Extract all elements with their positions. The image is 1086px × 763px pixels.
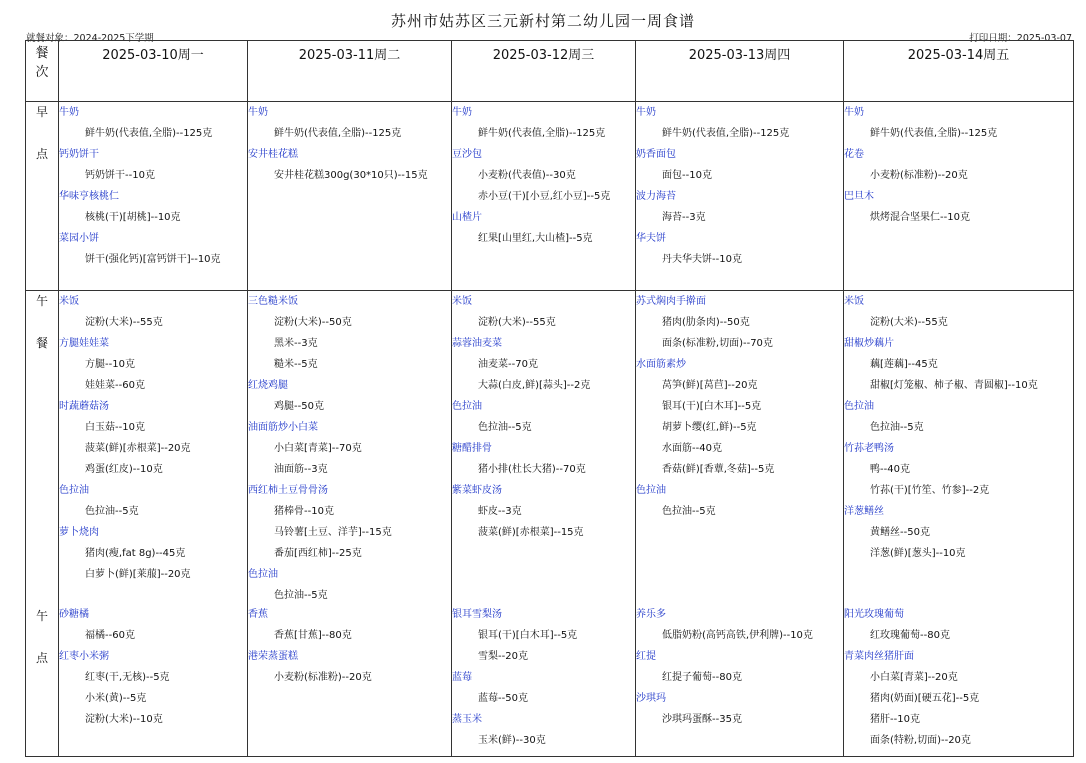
dish-name: 牛奶: [248, 107, 268, 118]
breakfast-row: [26, 102, 1074, 291]
dish-name: 钙奶饼干: [59, 149, 99, 160]
ingredient-line: 番茄[西红柿]--25克: [274, 548, 362, 559]
ingredient-line: 面包--10克: [662, 170, 712, 181]
dish-name: 波力海苔: [636, 191, 676, 202]
ingredient-line: 黄鳝丝--50克: [870, 527, 930, 538]
lunch-menu: [248, 291, 451, 601]
ingredient-line: 烘烤混合坚果仁--10克: [870, 212, 970, 223]
dish-name: 红枣小米粥: [59, 651, 109, 662]
dish-name: 色拉油: [452, 401, 482, 412]
dish-name: 色拉油: [59, 485, 89, 496]
ingredient-line: 莴笋(鲜)[莴苣]--20克: [662, 380, 758, 391]
dish-name: 华味亨核桃仁: [59, 191, 119, 202]
ingredient-line: 鲜牛奶(代表值,全脂)--125克: [478, 128, 606, 139]
ingredient-line: 淀粉(大米)--10克: [85, 714, 163, 725]
ingredient-line: 白玉菇--10克: [85, 422, 145, 433]
dish-name: 色拉油: [636, 485, 666, 496]
category-header-char: 次: [35, 65, 49, 80]
ingredient-line: 小麦粉(标准粉)--20克: [274, 672, 372, 683]
lunch-day-cell: [452, 291, 636, 757]
category-char: 点: [35, 147, 48, 161]
lunch-menu: [452, 291, 635, 589]
afternoon-snack-menu: [59, 604, 247, 730]
afternoon-snack-menu: [452, 604, 635, 751]
dish-name: 米饭: [844, 296, 864, 307]
day-header: 2025-03-11周二: [248, 41, 452, 102]
dish-name: 色拉油: [248, 569, 278, 580]
ingredient-line: 赤小豆(干)[小豆,红小豆]--5克: [478, 191, 611, 202]
lunch-day-cell: [248, 291, 452, 757]
day-header: 2025-03-12周三: [452, 41, 636, 102]
dish-name: 花卷: [844, 149, 864, 160]
dish-name: 豆沙包: [452, 149, 482, 160]
dish-name: 蓝莓: [452, 672, 472, 683]
breakfast-day-cell: [59, 102, 248, 291]
ingredient-line: 海苔--3克: [662, 212, 706, 223]
ingredient-line: 小米(黄)--5克: [85, 693, 147, 704]
dish-name: 安井桂花糕: [248, 149, 298, 160]
dish-name: 蒜蓉油麦菜: [452, 338, 502, 349]
dish-name: 色拉油: [844, 401, 874, 412]
dish-name: 方腿娃娃菜: [59, 338, 109, 349]
ingredient-line: 核桃(干)[胡桃]--10克: [85, 212, 181, 223]
ingredient-line: 钙奶饼干--10克: [85, 170, 155, 181]
dish-name: 牛奶: [844, 107, 864, 118]
ingredient-line: 香菇(鲜)[香蕈,冬菇]--5克: [662, 464, 775, 475]
ingredient-line: 淀粉(大米)--55克: [870, 317, 948, 328]
ingredient-line: 玉米(鲜)--30克: [478, 735, 546, 746]
ingredient-line: 色拉油--5克: [870, 422, 924, 433]
dish-name: 水面筋素炒: [636, 359, 686, 370]
ingredient-line: 小麦粉(标准粉)--20克: [870, 170, 968, 181]
ingredient-line: 面条(标准粉,切面)--70克: [662, 338, 773, 349]
dish-name: 蒸玉米: [452, 714, 482, 725]
ingredient-line: 菠菜(鲜)[赤根菜]--20克: [85, 443, 191, 454]
ingredient-line: 色拉油--5克: [85, 506, 139, 517]
ingredient-line: 面条(特粉,切面)--20克: [870, 735, 971, 746]
dish-name: 阳光玫瑰葡萄: [844, 609, 904, 620]
dish-name: 养乐多: [636, 609, 666, 620]
dish-name: 青菜肉丝猪肝面: [844, 651, 914, 662]
dish-name: 甜椒炒藕片: [844, 338, 894, 349]
ingredient-line: 红果[山里红,大山楂]--5克: [478, 233, 593, 244]
print-date-label: 打印日期：: [969, 33, 1017, 44]
meal-target-value: 2024-2025下学期: [73, 33, 154, 44]
breakfast-day-cell: [844, 102, 1074, 291]
ingredient-line: 小麦粉(代表值)--30克: [478, 170, 576, 181]
ingredient-line: 淀粉(大米)--55克: [85, 317, 163, 328]
breakfast-category-cell: [26, 102, 59, 291]
ingredient-line: 丹夫华夫饼--10克: [662, 254, 742, 265]
meal-target-label: 就餐对象：: [26, 33, 74, 44]
lunch-category-cell: [26, 291, 59, 757]
dish-name: 红提: [636, 651, 656, 662]
ingredient-line: 马铃薯[土豆、洋芋]--15克: [274, 527, 392, 538]
dish-name: 红烧鸡腿: [248, 380, 288, 391]
ingredient-line: 黑米--3克: [274, 338, 318, 349]
dish-name: 港荣蒸蛋糕: [248, 651, 298, 662]
ingredient-line: 雪梨--20克: [478, 651, 528, 662]
ingredient-line: 方腿--10克: [85, 359, 135, 370]
ingredient-line: 猪肉(奶面)[硬五花]--5克: [870, 693, 980, 704]
ingredient-line: 红玫瑰葡萄--80克: [870, 630, 950, 641]
ingredient-line: 鲜牛奶(代表值,全脂)--125克: [85, 128, 213, 139]
ingredient-line: 大蒜(白皮,鲜)[蒜头]--2克: [478, 380, 591, 391]
dish-name: 糖醋排骨: [452, 443, 492, 454]
dish-name: 油面筋炒小白菜: [248, 422, 318, 433]
afternoon-snack-menu: [248, 604, 451, 688]
lunch-day-cell: [844, 291, 1074, 757]
dish-name: 米饭: [59, 296, 79, 307]
ingredient-line: 鸡腿--50克: [274, 401, 324, 412]
lunch-day-cell: [59, 291, 248, 757]
dish-name: 三色糙米饭: [248, 296, 298, 307]
lunch-menu: [59, 291, 247, 589]
dish-name: 银耳雪梨汤: [452, 609, 502, 620]
ingredient-line: 娃娃菜--60克: [85, 380, 145, 391]
ingredient-line: 菠菜(鲜)[赤根菜]--15克: [478, 527, 584, 538]
ingredient-line: 油麦菜--70克: [478, 359, 538, 370]
dish-name: 牛奶: [452, 107, 472, 118]
ingredient-line: 藕[莲藕]--45克: [870, 359, 938, 370]
ingredient-line: 猪棒骨--10克: [274, 506, 334, 517]
ingredient-line: 饼干(强化钙)[富钙饼干]--10克: [85, 254, 221, 265]
afternoon-snack-menu: [636, 604, 843, 730]
ingredient-line: 洋葱(鲜)[葱头]--10克: [870, 548, 966, 559]
ingredient-line: 小白菜[青菜]--70克: [274, 443, 362, 454]
ingredient-line: 鸭--40克: [870, 464, 910, 475]
afternoon-snack-menu: [844, 604, 1073, 751]
category-char: 午: [35, 609, 48, 623]
dish-name: 砂糖橘: [59, 609, 89, 620]
category-char: 点: [35, 651, 48, 665]
breakfast-day-cell: [452, 102, 636, 291]
dish-name: 竹荪老鸭汤: [844, 443, 894, 454]
ingredient-line: 色拉油--5克: [478, 422, 532, 433]
category-header-cell: [26, 41, 59, 102]
ingredient-line: 糙米--5克: [274, 359, 318, 370]
dish-name: 奶香面包: [636, 149, 676, 160]
category-char: 午: [35, 294, 48, 308]
dish-name: 牛奶: [636, 107, 656, 118]
ingredient-line: 虾皮--3克: [478, 506, 522, 517]
lunch-menu: [636, 291, 843, 589]
ingredient-line: 鸡蛋(红皮)--10克: [85, 464, 163, 475]
dish-name: 时蔬蘑菇汤: [59, 401, 109, 412]
day-header: 2025-03-14周五: [844, 41, 1074, 102]
header-row: [26, 41, 1074, 102]
ingredient-line: 蓝莓--50克: [478, 693, 528, 704]
dish-name: 米饭: [452, 296, 472, 307]
page-title: 苏州市姑苏区三元新村第二幼儿园一周食谱: [390, 12, 695, 30]
day-header: 2025-03-13周四: [636, 41, 844, 102]
dish-name: 紫菜虾皮汤: [452, 485, 502, 496]
ingredient-line: 鲜牛奶(代表值,全脂)--125克: [870, 128, 998, 139]
category-char: 早: [35, 105, 48, 119]
dish-name: 山楂片: [452, 212, 482, 223]
ingredient-line: 银耳(干)[白木耳]--5克: [662, 401, 762, 412]
lunch-day-cell: [636, 291, 844, 757]
dish-name: 萝卜烧肉: [59, 527, 99, 538]
ingredient-line: 红枣(干,无核)--5克: [85, 672, 170, 683]
breakfast-day-cell: [248, 102, 452, 291]
ingredient-line: 水面筋--40克: [662, 443, 722, 454]
breakfast-day-cell: [636, 102, 844, 291]
print-date-value: 2025-03-07: [1016, 33, 1072, 44]
dish-name: 西红柿土豆骨骨汤: [248, 485, 328, 496]
ingredient-line: 红提子葡萄--80克: [662, 672, 742, 683]
ingredient-line: 银耳(干)[白木耳]--5克: [478, 630, 578, 641]
ingredient-line: 猪肉(瘦,fat 8g)--45克: [85, 548, 186, 559]
dish-name: 巴旦木: [844, 191, 874, 202]
ingredient-line: 猪肉(肋条肉)--50克: [662, 317, 750, 328]
category-char: 餐: [35, 336, 48, 350]
lunch-menu: [844, 291, 1073, 589]
ingredient-line: 低脂奶粉(高钙高铁,伊利牌)--10克: [662, 630, 813, 641]
ingredient-line: 油面筋--3克: [274, 464, 328, 475]
ingredient-line: 猪小排(杜长大猪)--70克: [478, 464, 586, 475]
dish-name: 牛奶: [59, 107, 79, 118]
ingredient-line: 白萝卜(鲜)[莱菔]--20克: [85, 569, 191, 580]
dish-name: 华夫饼: [636, 233, 666, 244]
day-header: 2025-03-10周一: [59, 41, 248, 102]
dish-name: 沙琪玛: [636, 693, 666, 704]
ingredient-line: 淀粉(大米)--50克: [274, 317, 352, 328]
ingredient-line: 鲜牛奶(代表值,全脂)--125克: [662, 128, 790, 139]
ingredient-line: 淀粉(大米)--55克: [478, 317, 556, 328]
weekly-menu-table: [25, 40, 1074, 757]
ingredient-line: 色拉油--5克: [274, 590, 328, 601]
ingredient-line: 福橘--60克: [85, 630, 135, 641]
ingredient-line: 竹荪(干)[竹笙、竹参]--2克: [870, 485, 990, 496]
ingredient-line: 鲜牛奶(代表值,全脂)--125克: [274, 128, 402, 139]
ingredient-line: 色拉油--5克: [662, 506, 716, 517]
dish-name: 香蕉: [248, 609, 268, 620]
ingredient-line: 安井桂花糕300g(30*10只)--15克: [274, 170, 428, 181]
ingredient-line: 小白菜[青菜]--20克: [870, 672, 958, 683]
ingredient-line: 甜椒[灯笼椒、柿子椒、青圆椒]--10克: [870, 380, 1038, 391]
dish-name: 洋葱鳝丝: [844, 506, 884, 517]
dish-name: 苏式焖肉手擀面: [636, 296, 706, 307]
dish-name: 菜园小饼: [59, 233, 99, 244]
lunch-row: [26, 291, 1074, 757]
ingredient-line: 胡萝卜缨(红,鲜)--5克: [662, 422, 757, 433]
ingredient-line: 沙琪玛蛋酥--35克: [662, 714, 742, 725]
category-header-char: 餐: [35, 46, 49, 61]
ingredient-line: 香蕉[甘蕉]--80克: [274, 630, 352, 641]
ingredient-line: 猪肝--10克: [870, 714, 920, 725]
